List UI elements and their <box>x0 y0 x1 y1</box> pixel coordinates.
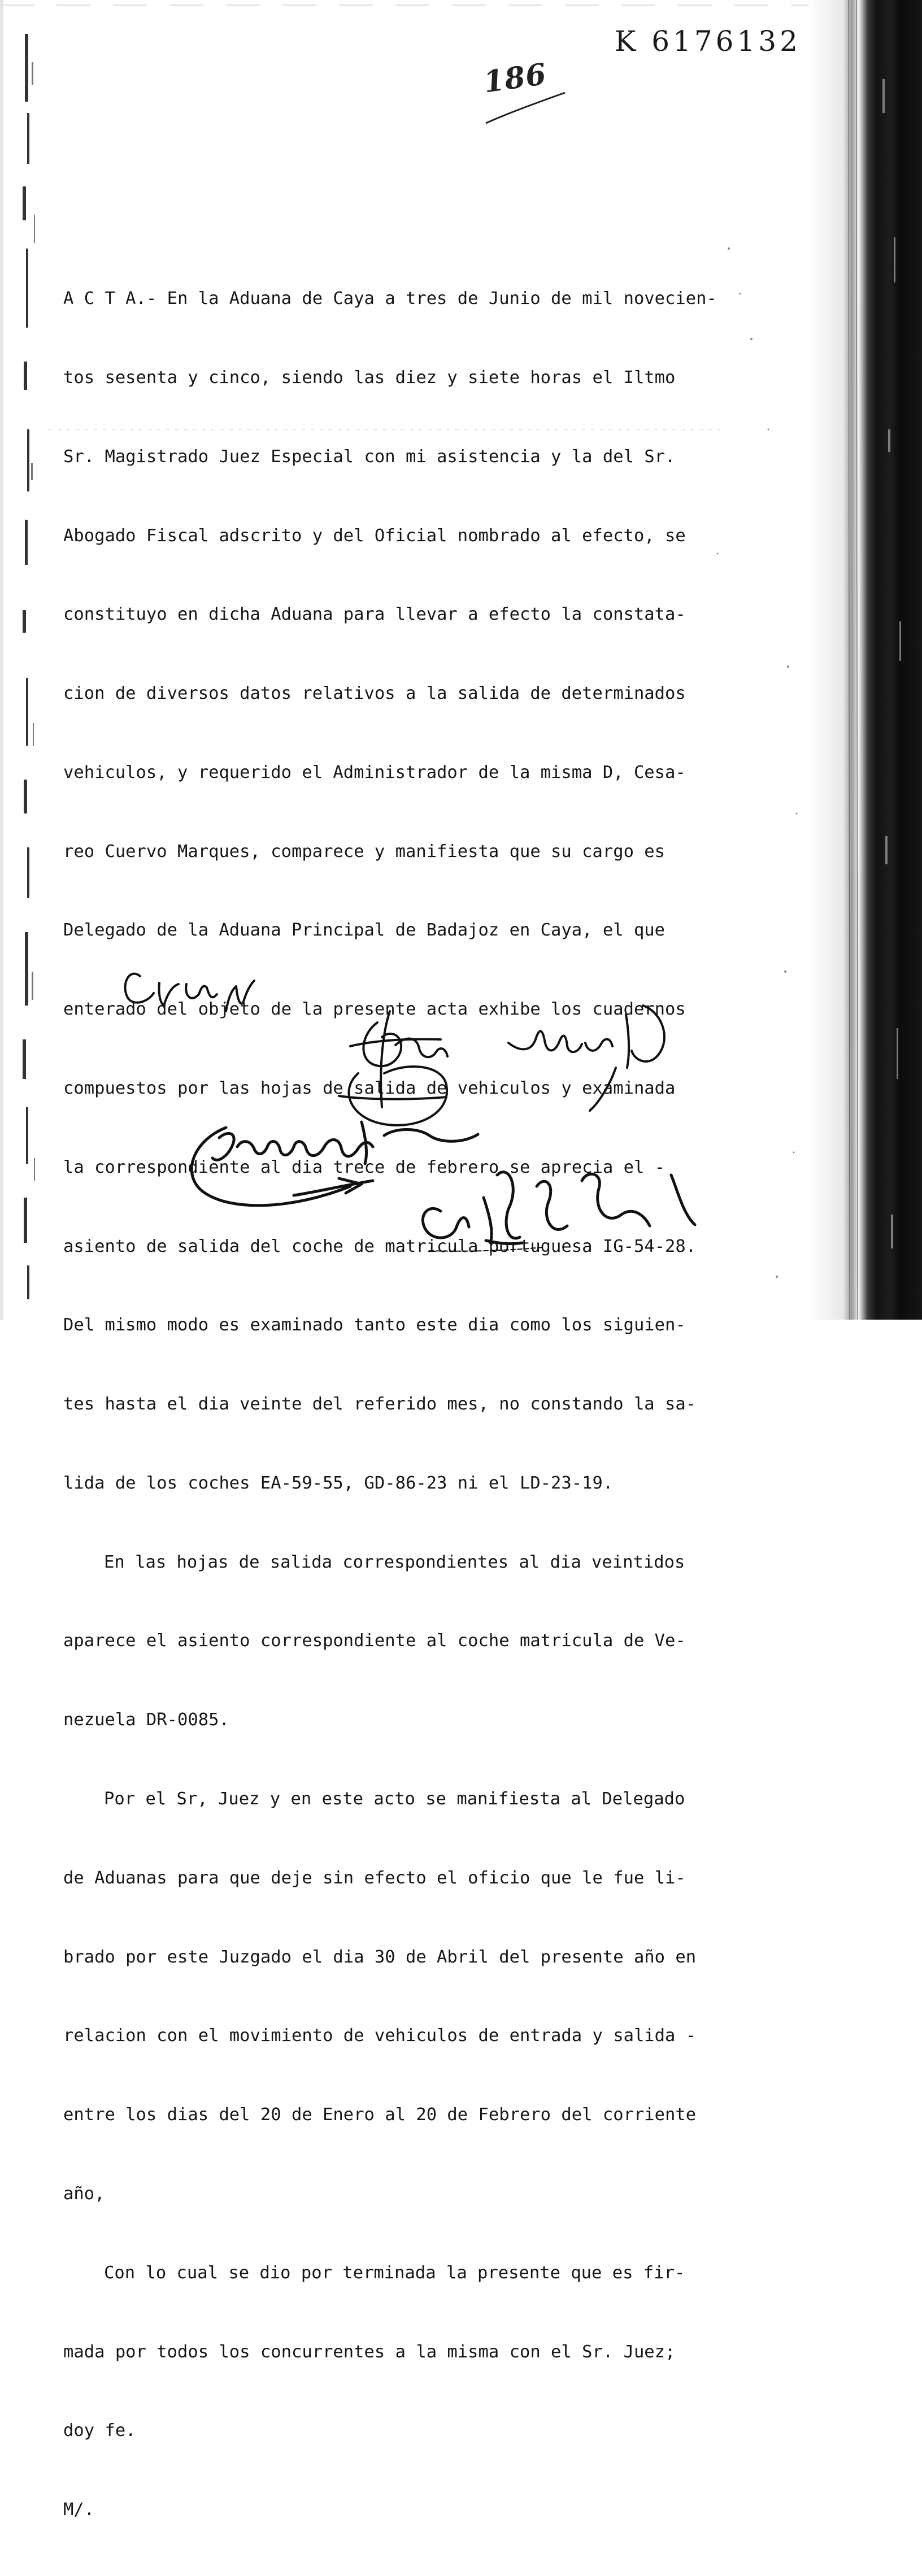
text-line: brado por este Juzgado el dia 30 de Abril del presente año en <box>63 1947 697 1967</box>
text-line: mada por todos los concurrentes a la misma con el Sr. Juez; <box>63 2342 676 2362</box>
text-line: cion de diversos datos relativos a la salida de determinados <box>63 684 686 704</box>
text-line: doy fe. <box>63 2421 136 2441</box>
text-line: Con lo cual se dio por terminada la presente que es fir- <box>104 2262 685 2283</box>
text-line: constituyo en dicha Aduana para llevar a efecto la constata- <box>63 604 686 625</box>
text-line: asiento de salida del coche de matricula portuguesa IG-54-28. <box>63 1236 697 1256</box>
text-line: M/. <box>63 2500 95 2520</box>
text-line: En las hojas de salida correspondientes al dia veintidos <box>104 1552 685 1572</box>
text-line: vehiculos, y requerido el Administrador de la misma D, Cesa- <box>63 762 686 782</box>
text-line: compuestos por las hojas de salida de vehiculos y examinada <box>63 1078 676 1098</box>
text-line: tes hasta el dia veinte del referido mes, no constando la sa- <box>63 1394 697 1415</box>
text-line: A C T A.- En la Aduana de Caya a tres de Junio de mil novecien- <box>63 289 717 309</box>
text-line: entre los dias del 20 de Enero al 20 de Febrero del corriente <box>63 2105 697 2125</box>
text-line: Delegado de la Aduana Principal de Badajoz en Caya, el que <box>63 920 666 941</box>
text-line: reo Cuervo Marques, comparece y manifiesta que su cargo es <box>63 841 666 861</box>
text-line: Sr. Magistrado Juez Especial con mi asistencia y la del Sr. <box>63 446 676 467</box>
text-line: Abogado Fiscal adscrito y del Oficial nombrado al efecto, se <box>63 525 686 546</box>
text-line: relacion con el movimiento de vehiculos de entrada y salida - <box>63 2026 697 2046</box>
text-line: aparece el asiento correspondiente al coche matricula de Ve- <box>63 1631 686 1651</box>
handwritten-folio-number: 186 <box>481 56 549 100</box>
text-line: enterado del objeto de la presente acta exhibe los cuadernos <box>63 999 686 1020</box>
text-line: año, <box>63 2183 105 2204</box>
document-reference-number: K 6176132 <box>615 25 801 58</box>
text-line: de Aduanas para que deje sin efecto el oficio que le fue li- <box>63 1868 686 1888</box>
text-line: Por el Sr, Juez y en este acto se manifiesta al Delegado <box>104 1789 685 1809</box>
text-line: nezuela DR-0085. <box>63 1710 229 1730</box>
text-line: Del mismo modo es examinado tanto este dia como los siguien- <box>63 1315 686 1335</box>
text-line: la correspondiente al dia trece de febrero se aprecia el - <box>63 1157 666 1177</box>
text-line: tos sesenta y cinco, siendo las diez y siete horas el Iltmo <box>63 367 676 388</box>
text-line: lida de los coches EA-59-55, GD-86-23 ni el LD-23-19. <box>63 1473 614 1493</box>
